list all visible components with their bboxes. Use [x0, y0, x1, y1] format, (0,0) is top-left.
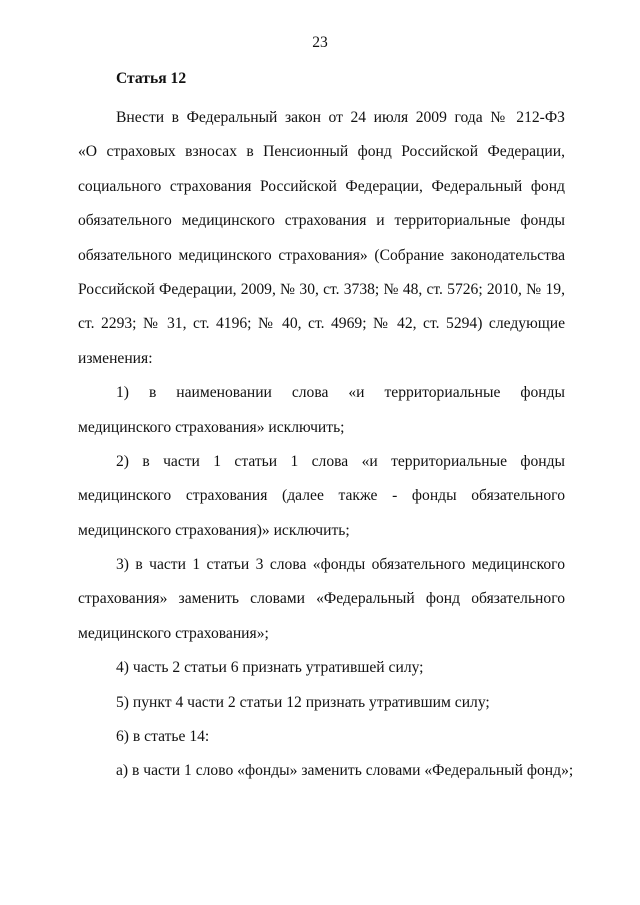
text-line: изменения:: [78, 349, 153, 367]
paragraph: [78, 686, 565, 720]
paragraph: [78, 445, 565, 548]
paragraph: [78, 651, 565, 685]
text-line: обязательного медицинского страхования» (Собрание законодательства: [78, 246, 565, 264]
text-line: а) в части 1 слово «фонды» заменить словами «Федеральный фонд»;: [116, 762, 574, 780]
text-line: 2) в части 1 статьи 1 слова «и территориальные фонды: [116, 452, 565, 470]
text-line: Внести в Федеральный закон от 24 июля 2009 года № 212-ФЗ: [116, 109, 565, 126]
text-line: 4) часть 2 статьи 6 признать утратившей силу;: [116, 659, 424, 677]
text-line: медицинского страхования»;: [78, 624, 269, 642]
text-line: медицинского страхования)» исключить;: [78, 521, 350, 539]
article-heading: Статья 12: [116, 70, 187, 87]
text-line: 3) в части 1 статьи 3 слова «фонды обязательного медицинского: [116, 556, 565, 574]
text-line: 1) в наименовании слова «и территориальные фонды: [116, 384, 565, 402]
paragraph: [78, 548, 565, 651]
text-line: «О страховых взносах в Пенсионный фонд Российской Федерации,: [78, 143, 565, 161]
text-line: Российской Федерации, 2009, № 30, ст. 3738; № 48, ст. 5726; 2010, № 19,: [78, 280, 565, 298]
paragraph: [78, 101, 565, 376]
article-body: [78, 101, 574, 789]
paragraph: [78, 720, 565, 754]
text-line: социального страхования Российской Федерации, Федеральный фонд: [78, 177, 565, 195]
page-number: 23: [312, 34, 328, 51]
text-line: страхования» заменить словами «Федеральный фонд обязательного: [78, 590, 565, 608]
text-line: 6) в статье 14:: [116, 728, 210, 746]
paragraph: [78, 376, 565, 445]
text-line: медицинского страхования» исключить;: [78, 418, 345, 436]
text-line: обязательного медицинского страхования и территориальные фонды: [78, 212, 565, 230]
text-line: ст. 2293; № 31, ст. 4196; № 40, ст. 4969; № 42, ст. 5294) следующие: [78, 315, 565, 333]
text-line: 5) пункт 4 части 2 статьи 12 признать утратившим силу;: [116, 693, 490, 711]
paragraph: [78, 754, 574, 788]
text-line: медицинского страхования (далее также - фонды обязательного: [78, 487, 565, 505]
